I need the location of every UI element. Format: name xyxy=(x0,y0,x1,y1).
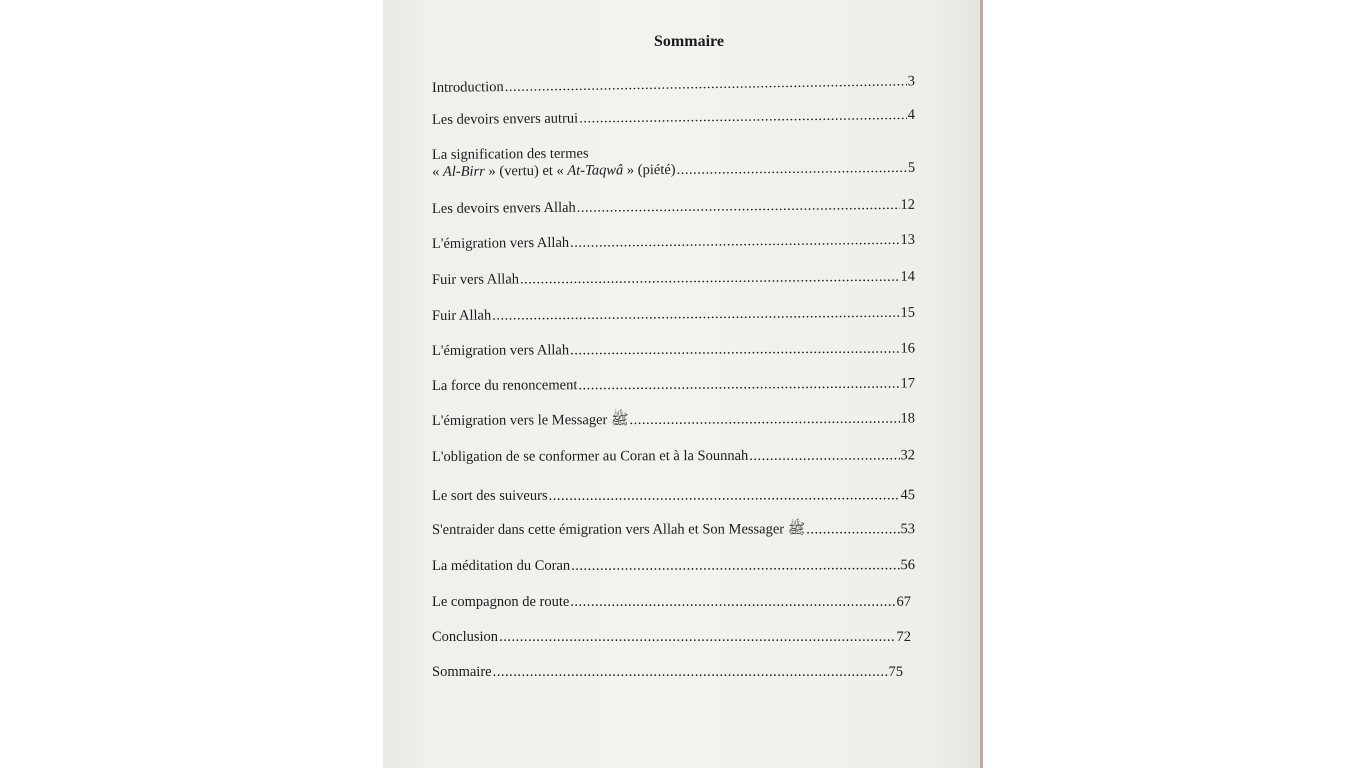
toc-page-number: 67 xyxy=(896,594,911,610)
toc-page-number: 3 xyxy=(907,73,916,90)
toc-page-number: 16 xyxy=(900,340,916,357)
toc-label: Fuir Allah xyxy=(431,307,492,324)
toc-page-number: 14 xyxy=(900,268,916,285)
toc-entry-emigration-allah xyxy=(432,232,915,253)
leader-dots xyxy=(549,487,900,505)
leader-dots xyxy=(505,73,907,96)
page-edge xyxy=(980,0,983,768)
toc-entry-meditation xyxy=(432,557,915,575)
leader-dots xyxy=(570,341,899,360)
toc-label: La force du renoncement xyxy=(431,377,578,394)
toc-label: L'émigration vers Allah xyxy=(431,234,570,252)
toc-page-number: 32 xyxy=(900,447,916,464)
toc-page-number: 18 xyxy=(900,410,916,427)
page-title: Sommaire xyxy=(654,33,724,50)
toc-entry-introduction xyxy=(432,73,915,97)
toc-page-number: 45 xyxy=(900,487,916,504)
toc-label: Fuir vers Allah xyxy=(431,271,520,288)
toc-entry-devoirs-allah xyxy=(432,197,915,218)
toc-entry-sentraider xyxy=(432,521,915,539)
toc-entry-sommaire xyxy=(432,664,903,681)
book-page xyxy=(383,0,983,768)
leader-dots xyxy=(629,411,899,429)
toc-entry-emigration-allah-2 xyxy=(432,340,915,360)
toc-label: Les devoirs envers Allah xyxy=(431,199,576,217)
toc-page-number: 13 xyxy=(900,231,916,248)
leader-dots xyxy=(570,594,895,611)
toc-label: L'émigration vers Allah xyxy=(431,342,570,359)
toc-page-number: 56 xyxy=(900,557,916,574)
leader-dots xyxy=(579,107,907,127)
toc-label: Introduction xyxy=(431,78,504,96)
leader-dots xyxy=(578,376,899,395)
leader-dots xyxy=(806,521,899,538)
toc-page-number: 15 xyxy=(900,304,916,321)
toc-entry-sort-suiveurs xyxy=(432,487,915,505)
leader-dots xyxy=(570,232,900,252)
toc-label: Sommaire xyxy=(432,664,492,680)
leader-dots xyxy=(577,197,900,217)
toc-label: Le sort des suiveurs xyxy=(431,487,548,504)
toc-entry-obligation xyxy=(432,447,915,466)
leader-dots xyxy=(492,305,899,325)
toc-page-number: 4 xyxy=(907,106,916,124)
toc-entry-emigration-messager xyxy=(432,410,915,430)
toc-page-number: 75 xyxy=(888,664,903,680)
toc-label: La méditation du Coran xyxy=(431,557,571,574)
term-al-birr: Al-Birr xyxy=(442,163,485,180)
toc-page-number: 17 xyxy=(900,375,916,392)
toc-page-number: 53 xyxy=(900,521,916,538)
toc-label-line2 xyxy=(432,160,915,181)
toc-label: Conclusion xyxy=(432,629,499,645)
toc-entry-signification xyxy=(432,143,915,181)
toc-page-number: 72 xyxy=(896,629,911,645)
quote-open: « xyxy=(432,163,444,180)
toc-label: S'entraider dans cette émigration vers Allah et Son Messager ﷺ xyxy=(431,521,806,538)
leader-dots xyxy=(520,269,900,289)
toc-entry-devoirs-autrui xyxy=(432,107,915,129)
toc-label: Le compagnon de route xyxy=(432,594,570,610)
toc-label: L'obligation de se conformer au Coran et à la Sounnah xyxy=(431,447,749,465)
toc-page-number: 5 xyxy=(907,159,916,176)
toc-entry-conclusion xyxy=(432,629,911,646)
term-at-taqwa: At-Taqwâ xyxy=(567,162,624,179)
term-separator: » (vertu) et « xyxy=(484,162,568,180)
leader-dots xyxy=(749,447,899,465)
quote-close: » (piété) xyxy=(623,161,676,179)
toc-page-number: 12 xyxy=(900,196,916,213)
toc-entry-fuir-allah xyxy=(432,305,915,325)
toc-label: L'émigration vers le Messager ﷺ xyxy=(431,411,629,429)
leader-dots xyxy=(499,629,895,646)
leader-dots xyxy=(677,160,907,179)
leader-dots xyxy=(493,664,888,681)
toc-entry-compagnon xyxy=(432,594,911,611)
leader-dots xyxy=(571,557,899,575)
toc-entry-fuir-vers-allah xyxy=(432,269,915,289)
toc-label-line1: La signification des termes xyxy=(431,145,589,164)
toc-entry-force-renoncement xyxy=(432,375,915,395)
toc-label xyxy=(432,162,676,181)
toc-label: Les devoirs envers autrui xyxy=(431,110,579,128)
